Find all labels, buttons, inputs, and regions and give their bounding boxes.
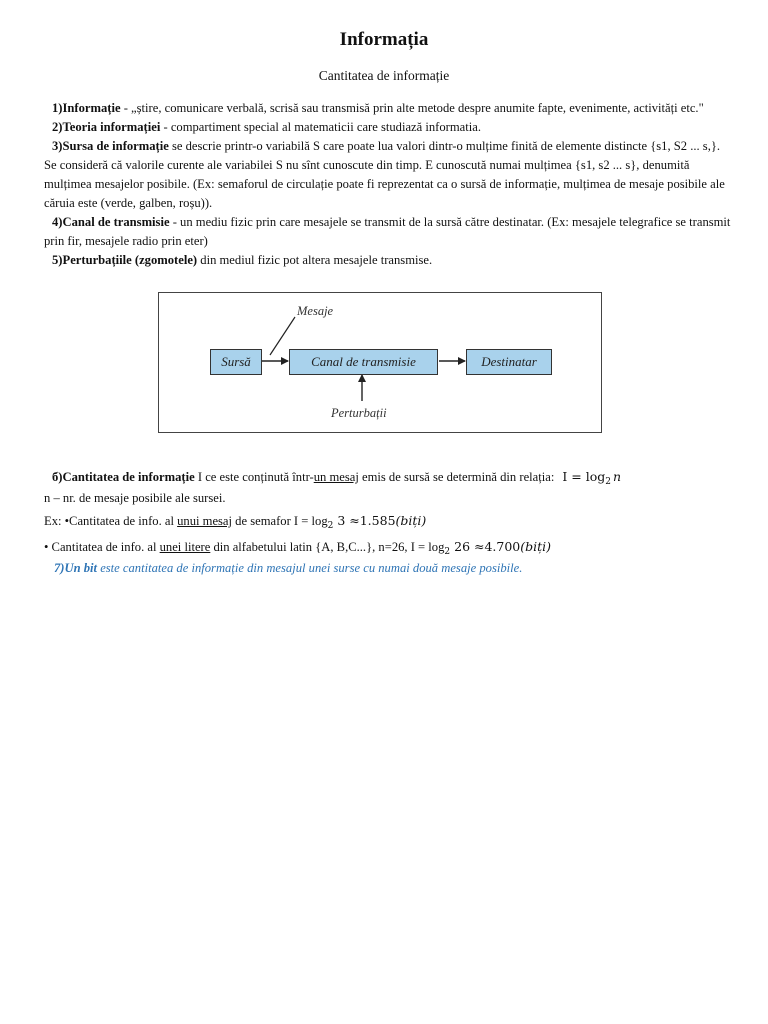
section6-heading-line xyxy=(44,467,754,489)
definition-2 xyxy=(44,118,734,137)
definition7-text: este cantitatea de informație din mesajul unei surse cu numai două mesaje posibile. xyxy=(97,561,523,575)
definition-3 xyxy=(44,137,734,213)
definition-7 xyxy=(44,559,754,578)
page-subtitle: Cantitatea de informație xyxy=(318,68,450,83)
definition-term: Sursa de informație xyxy=(62,139,169,153)
definition-text: din mediul fizic pot altera mesajele transmise. xyxy=(197,253,433,267)
section6-term: Cantitatea de informație xyxy=(62,470,195,484)
page-title: Informația xyxy=(339,29,429,50)
section6-number: б) xyxy=(52,470,63,484)
definition-text: - un mediu fizic prin care mesajele se transmit de la sursă către destinatar. (Ex: mesajele telegrafice se transmit prin fir, mesajele radio prin eter) xyxy=(44,215,731,248)
section6-text-a: I ce este conținută într- xyxy=(194,470,314,484)
definition-text: - „știre, comunicare verbală, scrisă sau transmisă prin alte metode despre anumite fapte, evenimente, activități etc." xyxy=(120,101,704,115)
definition-5 xyxy=(44,251,734,270)
communication-diagram xyxy=(158,292,602,433)
example-middle: de semafor I = log xyxy=(232,514,328,528)
bullet-middle: din alfabetului latin {A, B,C...}, n=26, I = log xyxy=(210,540,445,554)
bullet-subscript: 2 xyxy=(444,547,451,557)
bullet-value: 26 ≈4.700 xyxy=(450,539,521,554)
definition-text: - compartiment special al matematicii care studiază informatia. xyxy=(160,120,481,134)
information-quantity-section xyxy=(44,467,754,578)
section6-n-definition: n – nr. de mesaje posibile ale sursei. xyxy=(44,491,226,505)
definition-term: Teoria informației xyxy=(62,120,161,134)
definition7-number: 7) xyxy=(54,561,65,575)
definition-number: 1) xyxy=(52,101,63,115)
messages-label: Mesaje xyxy=(297,304,334,318)
formula-variable: n xyxy=(612,469,622,484)
definitions-list xyxy=(44,99,734,270)
example-subscript: 2 xyxy=(327,521,334,531)
definition-4 xyxy=(44,213,734,251)
example-underlined: unui mesaj xyxy=(177,514,233,528)
definition-term: Canal de transmisie xyxy=(62,215,170,229)
bullet-underlined: unei litere xyxy=(159,540,211,554)
information-formula xyxy=(562,469,622,487)
bullet-unit: (biți) xyxy=(520,539,552,554)
section6-underlined: un mesaj xyxy=(313,470,359,484)
definition-term: Perturbațiile (zgomotele) xyxy=(62,253,198,267)
formula-subscript: 2 xyxy=(605,477,611,487)
bullet-prefix: • Cantitatea de info. al xyxy=(44,540,160,554)
definition-number: 3) xyxy=(52,139,63,153)
formula-lhs: I = log xyxy=(562,469,606,484)
definition-number: 4) xyxy=(52,215,63,229)
definition-1 xyxy=(44,99,734,118)
destination-box: Destinatar xyxy=(466,349,552,375)
definition-text: se descrie printr-o variabilă S care poate lua valori dintr-o mulțime finită de elemente distincte {s1, S2 ... s,}. Se consideră că valorile curente ale variabilei S nu sînt cunoscute din timp. E cunoscută numai mulțimea {s1, s2 ... s}, denumită mulțimea mesajelor posibile. (Ex: semaforul de circulație poate fi reprezentat ca o sursă de informație, mulțimea de mesaje posibile ale căruia este (verde, galben, roșu)). xyxy=(44,139,725,210)
example-prefix: Ex: •Cantitatea de info. al xyxy=(44,514,178,528)
example-semaphore xyxy=(44,511,754,533)
example-alphabet xyxy=(44,537,754,559)
section6-text-b: emis de sursă se determină din relația: xyxy=(358,470,555,484)
noise-label: Perturbații xyxy=(331,406,387,420)
definition7-term: Un bit xyxy=(64,561,98,575)
definition-term: Informație xyxy=(62,101,121,115)
channel-box: Canal de transmisie xyxy=(289,349,438,375)
definition-number: 2) xyxy=(52,120,63,134)
definition-number: 5) xyxy=(52,253,63,267)
example-unit: (biți) xyxy=(395,513,427,528)
example-value: 3 ≈1.585 xyxy=(333,513,396,528)
source-box: Sursă xyxy=(210,349,262,375)
